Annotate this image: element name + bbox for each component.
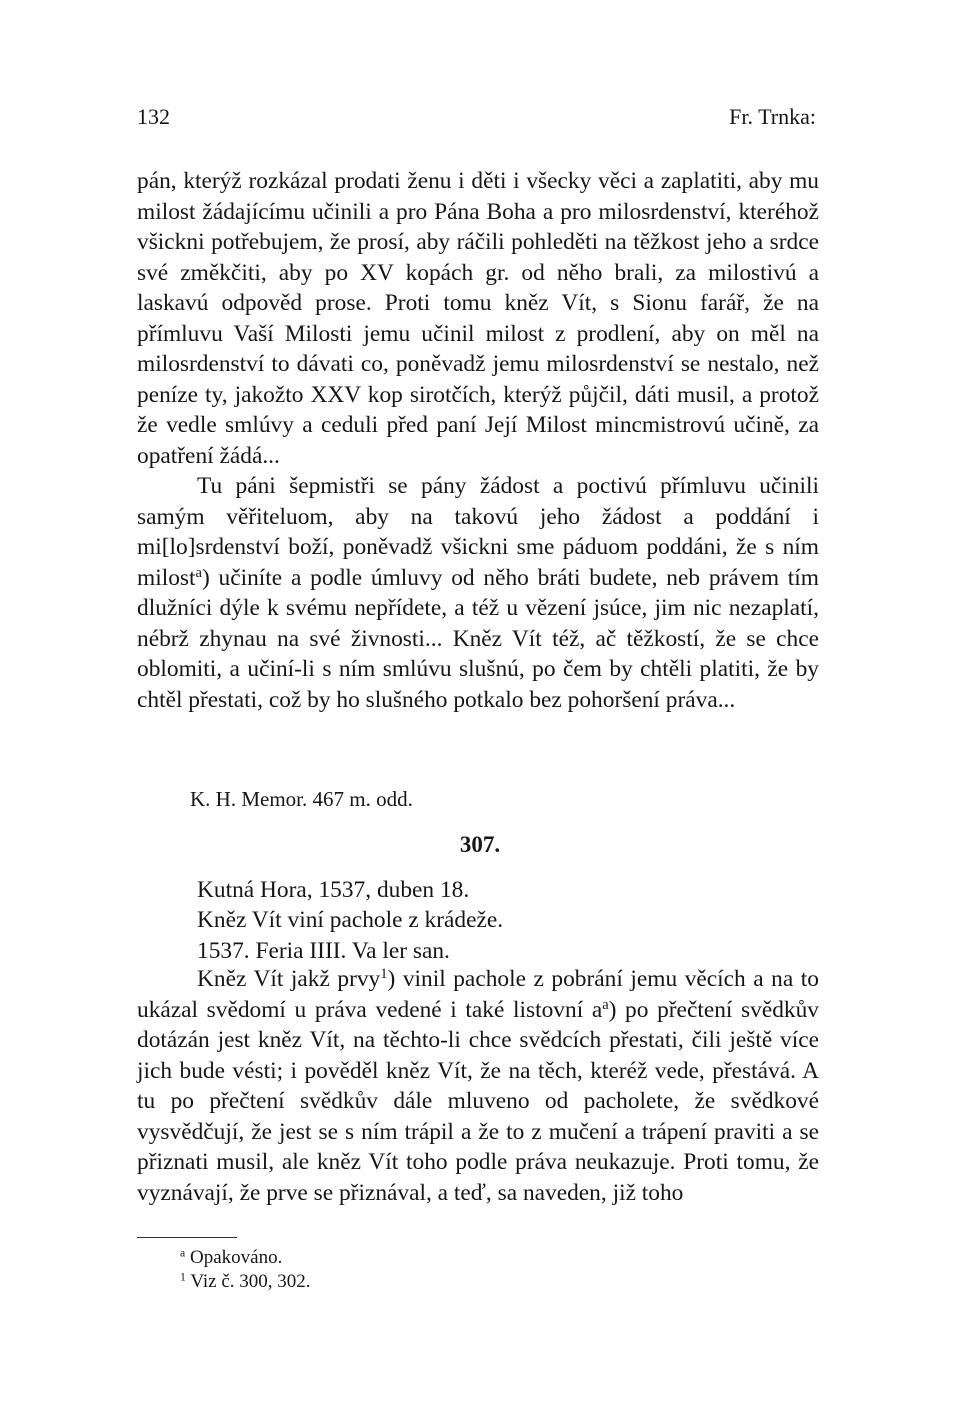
paragraph-2-text-a: Tu páni šepmistři se pány žádost a poctivú přímluvu učinili samým věřiteluom, aby na takovú jeho žádost a poddání i mi[lo]srdenství boží, poněvadž všickni sme páduom poddáni, že s ním milost: [137, 473, 819, 591]
footnote-divider: [137, 1237, 237, 1238]
paragraph-3-text-b: ) vinil pachole z pobrání jemu věcích a na to ukázal svědomí u práva vedené i také listovní a: [137, 966, 819, 1023]
page-header: [137, 104, 816, 136]
document-summary: Kněz Vít viní pachole z krádeže.: [197, 907, 504, 933]
text-block-lower: [137, 964, 819, 1208]
document-number-text: 307.: [459, 832, 501, 857]
page-number: 132: [137, 104, 170, 129]
paragraph-2: [137, 471, 819, 715]
paragraph-1: [137, 166, 819, 471]
document-number: [0, 832, 960, 858]
footnote-ref-a: a: [195, 564, 202, 581]
footnote-ref-1: 1: [380, 966, 388, 983]
footnote-marker: a: [180, 1246, 186, 1260]
document-dating: 1537. Feria IIII. Va ler san.: [197, 938, 450, 964]
paragraph-3-text-a: Kněz Vít jakž prvy: [197, 966, 381, 992]
footnote-a: [180, 1246, 282, 1270]
running-head: Fr. Trnka:: [729, 104, 816, 129]
source-note: K. H. Memor. 467 m. odd.: [190, 787, 413, 811]
footnote-1: [180, 1270, 311, 1294]
paragraph-3: [137, 964, 819, 1208]
footnote-marker: 1: [180, 1270, 186, 1284]
paragraph-1-text: pán, kterýž rozkázal prodati ženu i děti i všecky věci a zaplatiti, aby mu milost žádajícímu učinili a pro Pána Boha a pro milosrdenství, kteréhož všickni potřebujem, že prosí, aby ráčili pohleděti na těžkost jeho a srdce své změkčiti, aby po XV kopách gr. od něho brali, za milostivú a laskavú odpověd prose. Proti tomu kněz Vít, s Sionu farář, že na přímluvu Vaší Milosti jemu učinil milost z prodlení, aby on měl na milosrdenství to dávati co, poněvadž jemu milosrdenství se nestalo, než peníze ty, jakožto XXV kop sirotčích, kterýž půjčil, dáti musil, a protož že vedle smlúvy a ceduli před paní Její Milost mincmistrovú učině, za opatření žádá...: [137, 168, 819, 469]
paragraph-2-text-b: ) učiníte a podle úmluvy od něho bráti budete, neb právem tím dlužníci dýle k svému nepřídete, a též u vězení jsúce, jim nic nezaplatí, nébrž zhynau na své živnosti... Kněz Vít též, ač těžkostí, že se chce oblomiti, a učiní-li s ním smlúvu slušnú, po čem by chtěli platiti, že by chtěl přestati, což by ho slušného potkalo bez pohoršení práva...: [137, 564, 819, 713]
footnote-ref-a-2: a: [602, 996, 609, 1013]
text-block-upper: [137, 166, 819, 715]
document-place-date: Kutná Hora, 1537, duben 18.: [197, 877, 470, 903]
footnote-text: Opakováno.: [189, 1247, 283, 1268]
footnote-text: Viz č. 300, 302.: [190, 1271, 311, 1292]
paragraph-3-text-c: ) po přečtení svědkův dotázán jest kněz Vít, na těchto-li chce svědcích přestati, čili ještě více jich bude vésti; i pověděl kněz Vít, že na těch, kteréž vede, přestává. A tu po přečtení svědkův dále mluveno od pacholete, že svědkové vysvědčují, že jest se s ním trápil a že to z mučení a trápení praviti a se přiznati musil, ale kněz Vít toho podle práva neukazuje. Proti tomu, že vyznávají, že prve se přiznával, a teď, sa naveden, již toho: [137, 996, 819, 1206]
